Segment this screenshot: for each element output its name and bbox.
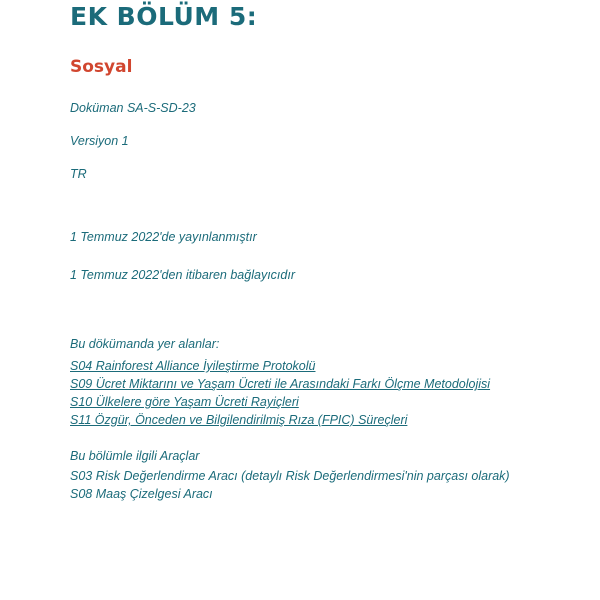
tool-item-s08: S08 Maaş Çizelgesi Aracı xyxy=(70,487,213,501)
meta-version: Versiyon 1 xyxy=(70,134,129,148)
meta-language: TR xyxy=(70,167,87,181)
tool-item-s03: S03 Risk Değerlendirme Aracı (detaylı Risk Değerlendirmesi'nin parçası olarak) xyxy=(70,469,510,483)
contents-section xyxy=(70,305,530,429)
tools-section xyxy=(70,429,530,503)
page-title: EK BÖLÜM 5: xyxy=(70,2,258,31)
contents-link-s11[interactable]: S11 Özgür, Önceden ve Bilgilendirilmiş Rıza (FPIC) Süreçleri xyxy=(70,413,408,427)
tools-intro: Bu bölümle ilgili Araçlar xyxy=(70,449,200,463)
contents-link-s09[interactable]: S09 Ücret Miktarını ve Yaşam Ücreti ile Arasındaki Farkı Ölçme Metodolojisi xyxy=(70,377,491,391)
binding-date: 1 Temmuz 2022'den itibaren bağlayıcıdır xyxy=(70,268,295,282)
publication-date: 1 Temmuz 2022'de yayınlanmıştır xyxy=(70,230,257,244)
document-meta xyxy=(70,78,530,182)
contents-link-s04[interactable]: S04 Rainforest Alliance İyileştirme Protokolü xyxy=(70,359,316,373)
document-dates xyxy=(70,199,530,283)
meta-document-code: Doküman SA-S-SD-23 xyxy=(70,101,196,115)
contents-intro: Bu dökümanda yer alanlar: xyxy=(70,337,220,351)
contents-link-s10[interactable]: S10 Ülkelere göre Yaşam Ücreti Rayiçleri xyxy=(70,395,299,409)
page-subtitle: Sosyal xyxy=(70,57,133,77)
